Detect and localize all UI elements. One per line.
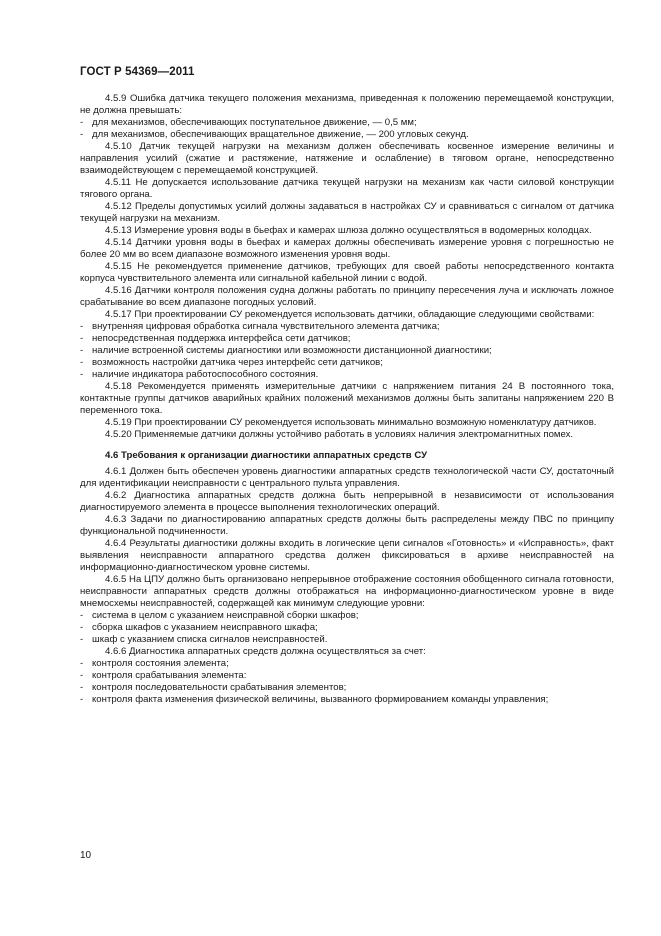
list-dash: -: [80, 694, 84, 705]
list-dash: -: [80, 321, 84, 332]
paragraph: 4.5.12 Пределы допустимых усилий должны задаваться в настройках СУ и сравниваться с сигналом от датчика текущей нагрузки на механизм.: [80, 201, 614, 224]
paragraph: 4.5.17 При проектировании СУ рекомендуется использовать датчики, обладающие следующими свойствами:: [105, 309, 595, 320]
list-item: [80, 670, 614, 682]
list-item-text: для механизмов, обеспечивающих вращательное движение, — 200 угловых секунд.: [92, 129, 469, 140]
list-dash: -: [80, 682, 84, 693]
list-dash: -: [80, 369, 84, 380]
list-item: [80, 333, 614, 345]
list-item-text: непосредственная поддержка интерфейса сети датчиков;: [92, 333, 351, 344]
list-item: [80, 634, 614, 646]
list-item: [80, 369, 614, 381]
list-item-text: сборка шкафов с указанием неисправного шкафа;: [92, 622, 318, 633]
list-item: [80, 610, 614, 622]
section-heading: 4.6 Требования к организации диагностики аппаратных средств СУ: [105, 450, 428, 461]
list-item-text: контроля срабатывания элемента:: [92, 670, 247, 681]
document-header: ГОСТ Р 54369—2011: [80, 66, 195, 78]
paragraph: 4.6.4 Результаты диагностики должны входить в логические цепи сигналов «Готовность» и «Исправность», факт выявления неисправности аппаратного средства должен фиксироваться в архиве неисправностей на информационно-диагностическом уровне системы.: [80, 538, 614, 573]
paragraph: 4.6.5 На ЦПУ должно быть организовано непрерывное отображение состояния обобщенного сигнала готовности, неисправности аппаратных средств должны отображаться на информационно-диагностическом уровне в виде мнемосхемы неисправностей, содержащей как минимум следующие уровни:: [80, 574, 614, 609]
list-item: [80, 129, 614, 141]
list-item-text: контроля последовательности срабатывания элементов;: [92, 682, 347, 693]
list-dash: -: [80, 622, 84, 633]
list-item-text: шкаф с указанием списка сигналов неисправностей.: [92, 634, 328, 645]
paragraph: 4.5.19 При проектировании СУ рекомендуется использовать минимально возможную номенклатуру датчиков.: [105, 417, 597, 428]
list-dash: -: [80, 345, 84, 356]
list-item-text: наличие встроенной системы диагностики или возможности дистанционной диагностики;: [92, 345, 492, 356]
list-dash: -: [80, 357, 84, 368]
list-item-text: контроля состояния элемента;: [92, 658, 229, 669]
list-dash: -: [80, 634, 84, 645]
paragraph: 4.5.18 Рекомендуется применять измерительные датчики с напряжением питания 24 В постоянного тока, контактные группы датчиков аварийных крайних положений механизмов должны быть запитаны напряжением 220 В переменного тока.: [80, 381, 614, 416]
paragraph: 4.5.13 Измерение уровня воды в бьефах и камерах шлюза должно осуществляться в водомерных колодцах.: [105, 225, 592, 236]
list-item-text: возможность настройки датчика через интерфейс сети датчиков;: [92, 357, 383, 368]
paragraph: 4.6.3 Задачи по диагностированию аппаратных средств должны быть распределены между ПВС по принципу функциональной подчиненности.: [80, 514, 614, 537]
list-item: [80, 694, 614, 706]
paragraph: 4.6.6 Диагностика аппаратных средств должна осуществляться за счет:: [105, 646, 426, 657]
list-item: [80, 345, 614, 357]
list-dash: -: [80, 129, 84, 140]
paragraph: 4.5.15 Не рекомендуется применение датчиков, требующих для своей работы непосредственного контакта корпуса чувствительного элемента или сигнальной кабельной линии с водой.: [80, 261, 614, 284]
list-item-text: наличие индикатора работоспособного состояния.: [92, 369, 319, 380]
list-item-text: контроля факта изменения физической величины, вызванного формированием команды управления;: [92, 694, 549, 705]
paragraph: 4.6.1 Должен быть обеспечен уровень диагностики аппаратных средств технологической части СУ, достаточный для идентификации неисправности с центрального пульта управления.: [80, 466, 614, 489]
list-item-text: внутренняя цифровая обработка сигнала чувствительного элемента датчика;: [92, 321, 440, 332]
list-item-text: для механизмов, обеспечивающих поступательное движение, — 0,5 мм;: [92, 117, 417, 128]
paragraph: 4.5.9 Ошибка датчика текущего положения механизма, приведенная к положению перемещаемой конструкции, не должна превышать:: [80, 93, 614, 116]
list-dash: -: [80, 117, 84, 128]
list-dash: -: [80, 333, 84, 344]
paragraph: 4.5.11 Не допускается использование датчика текущей нагрузки на механизм как части силовой конструкции тягового органа.: [80, 177, 614, 200]
list-item: [80, 357, 614, 369]
list-item: [80, 682, 614, 694]
paragraph: 4.6.2 Диагностика аппаратных средств должна быть непрерывной в независимости от использования диагностируемого элемента в процессе выполнения технологических операций.: [80, 490, 614, 513]
paragraph: 4.5.10 Датчик текущей нагрузки на механизм должен обеспечивать косвенное измерение величины и направления усилий (сжатие и растяжение, натяжение и ослабление) в тяговом органе, непосредственно взаимодействующем с перемещаемой конструкцией.: [80, 141, 614, 176]
page-number: 10: [80, 850, 92, 861]
paragraph: 4.5.16 Датчики контроля положения судна должны работать по принципу пересечения луча и исключать ложное срабатывание во всем диапазоне погодных условий.: [80, 285, 614, 308]
list-item: [80, 117, 614, 129]
paragraph: 4.5.14 Датчики уровня воды в бьефах и камерах должны обеспечивать измерение уровня с погрешностью не более 20 мм во всем диапазоне возможного изменения уровня воды.: [80, 237, 614, 260]
document-body: [80, 93, 614, 706]
list-item: [80, 622, 614, 634]
list-item-text: система в целом с указанием неисправной сборки шкафов;: [92, 610, 359, 621]
paragraph: 4.5.20 Применяемые датчики должны устойчиво работать в условиях наличия электромагнитных помех.: [105, 429, 574, 440]
list-dash: -: [80, 670, 84, 681]
list-item: [80, 321, 614, 333]
list-dash: -: [80, 610, 84, 621]
list-dash: -: [80, 658, 84, 669]
list-item: [80, 658, 614, 670]
